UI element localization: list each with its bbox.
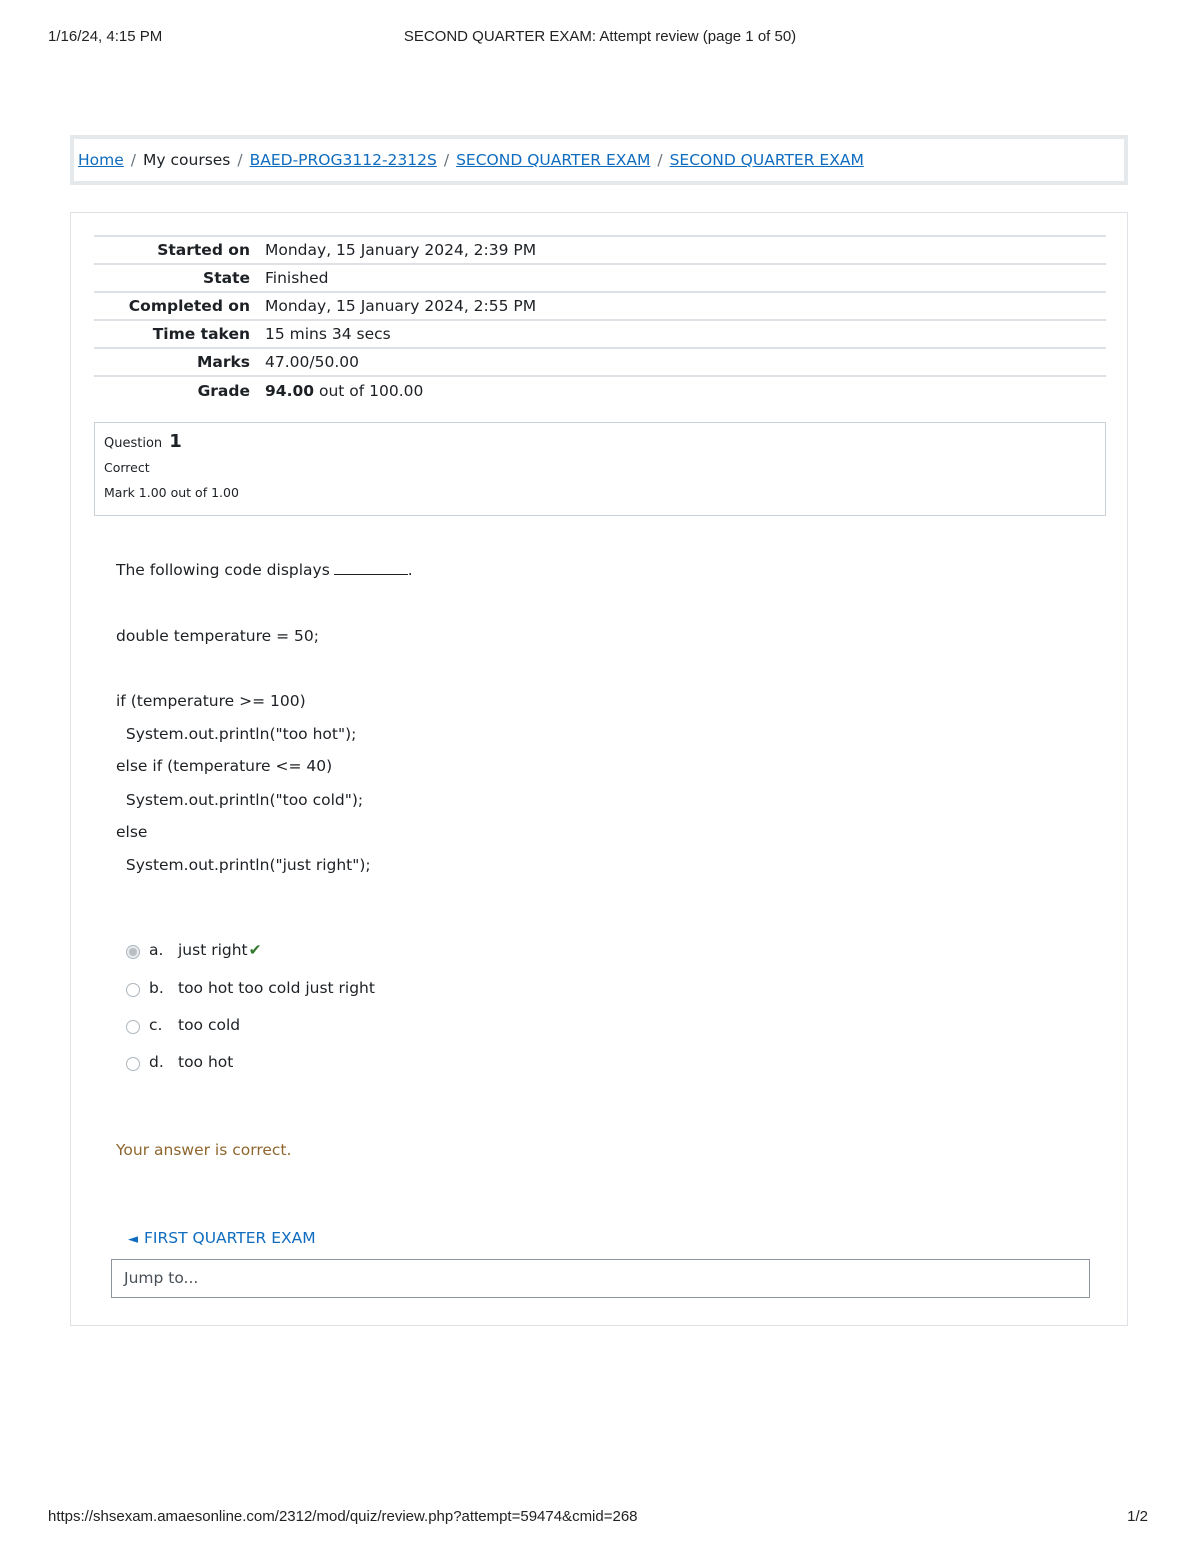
code-line: if (temperature >= 100) xyxy=(116,692,306,710)
breadcrumb-separator: / xyxy=(443,151,450,169)
radio-button[interactable] xyxy=(126,1020,140,1034)
code-line: double temperature = 50; xyxy=(116,627,319,645)
summary-row-marks xyxy=(94,348,1106,376)
breadcrumb-separator: / xyxy=(657,151,663,169)
correct-check-icon: ✔ xyxy=(248,941,262,959)
answer-blank xyxy=(334,561,408,575)
print-footer xyxy=(48,1508,1148,1528)
breadcrumb-course[interactable]: BAED-PROG3112-2312S xyxy=(249,151,437,169)
summary-label: Marks xyxy=(196,353,250,371)
summary-value xyxy=(265,376,1106,404)
arrow-left-icon: ◄ xyxy=(128,1232,138,1247)
print-page-number: 1/2 xyxy=(1127,1508,1148,1525)
summary-label: Time taken xyxy=(152,325,250,343)
breadcrumb-home[interactable]: Home xyxy=(78,151,124,169)
grade-value: 94.00 xyxy=(265,381,315,400)
summary-label: Completed on xyxy=(128,297,250,315)
question-label: Question xyxy=(104,436,163,451)
print-url: https://shsexam.amaesonline.com/2312/mod/quiz/review.php?attempt=59474&cmid=268 xyxy=(48,1508,638,1525)
question-info-box xyxy=(94,422,1106,516)
radio-button-selected[interactable] xyxy=(126,945,140,959)
code-line: else xyxy=(116,823,148,841)
question-number xyxy=(104,431,1096,452)
quiz-review-region xyxy=(70,212,1128,1326)
summary-row-state xyxy=(94,264,1106,292)
summary-value: Finished xyxy=(265,269,329,287)
answer-letter: a. xyxy=(149,941,164,959)
answer-feedback: Your answer is correct. xyxy=(116,1141,292,1159)
question-prompt: The following code displays . xyxy=(116,561,413,579)
print-header xyxy=(48,28,1152,48)
summary-value: 47.00/50.00 xyxy=(265,353,359,371)
answer-text: too cold xyxy=(178,1016,241,1034)
question-state: Correct xyxy=(104,460,150,475)
breadcrumb-quiz[interactable]: SECOND QUARTER EXAM xyxy=(669,151,864,169)
breadcrumb-section[interactable]: SECOND QUARTER EXAM xyxy=(456,151,651,169)
summary-value: Monday, 15 January 2024, 2:39 PM xyxy=(265,241,537,259)
grade-out-of: out of 100.00 xyxy=(314,381,424,400)
summary-label: Started on xyxy=(157,241,250,259)
radio-button[interactable] xyxy=(126,983,140,997)
summary-label: State xyxy=(203,269,250,287)
breadcrumb-separator: / xyxy=(237,151,243,169)
answer-option-b[interactable] xyxy=(126,979,526,1001)
code-line: System.out.println("just right"); xyxy=(116,856,371,874)
summary-value: Monday, 15 January 2024, 2:55 PM xyxy=(265,297,537,315)
breadcrumb-my-courses: My courses xyxy=(143,151,231,169)
answer-letter: c. xyxy=(149,1016,163,1034)
summary-value: 15 mins 34 secs xyxy=(265,325,391,343)
answer-letter: d. xyxy=(149,1053,164,1071)
previous-activity-link[interactable] xyxy=(128,1229,316,1247)
summary-row-started xyxy=(94,236,1106,264)
answer-option-c[interactable] xyxy=(126,1016,526,1038)
answer-option-d[interactable] xyxy=(126,1053,526,1075)
breadcrumb-separator: / xyxy=(130,151,137,169)
answer-text: too hot xyxy=(178,1053,234,1071)
attempt-summary-table xyxy=(94,235,1106,404)
summary-row-grade xyxy=(94,376,1106,404)
answer-text: too hot too cold just right xyxy=(178,979,375,997)
summary-label: Grade xyxy=(197,381,250,400)
breadcrumb xyxy=(70,135,1128,185)
answer-text: just right✔ xyxy=(178,941,262,959)
answer-letter: b. xyxy=(149,979,164,997)
question-grade: Mark 1.00 out of 1.00 xyxy=(104,485,239,500)
summary-row-time-taken xyxy=(94,320,1106,348)
print-date: 1/16/24, 4:15 PM xyxy=(48,28,163,45)
code-line: System.out.println("too cold"); xyxy=(116,791,364,809)
code-line: else if (temperature <= 40) xyxy=(116,757,333,775)
previous-activity-label: FIRST QUARTER EXAM xyxy=(144,1229,316,1247)
print-page-title: SECOND QUARTER EXAM: Attempt review (page 1 of 50) xyxy=(403,28,797,45)
jump-to-select[interactable]: Jump to... xyxy=(111,1259,1090,1298)
radio-button[interactable] xyxy=(126,1057,140,1071)
code-line: System.out.println("too hot"); xyxy=(116,725,357,743)
question-number-value: 1 xyxy=(169,431,182,452)
answer-option-a[interactable] xyxy=(126,941,526,963)
summary-row-completed xyxy=(94,292,1106,320)
